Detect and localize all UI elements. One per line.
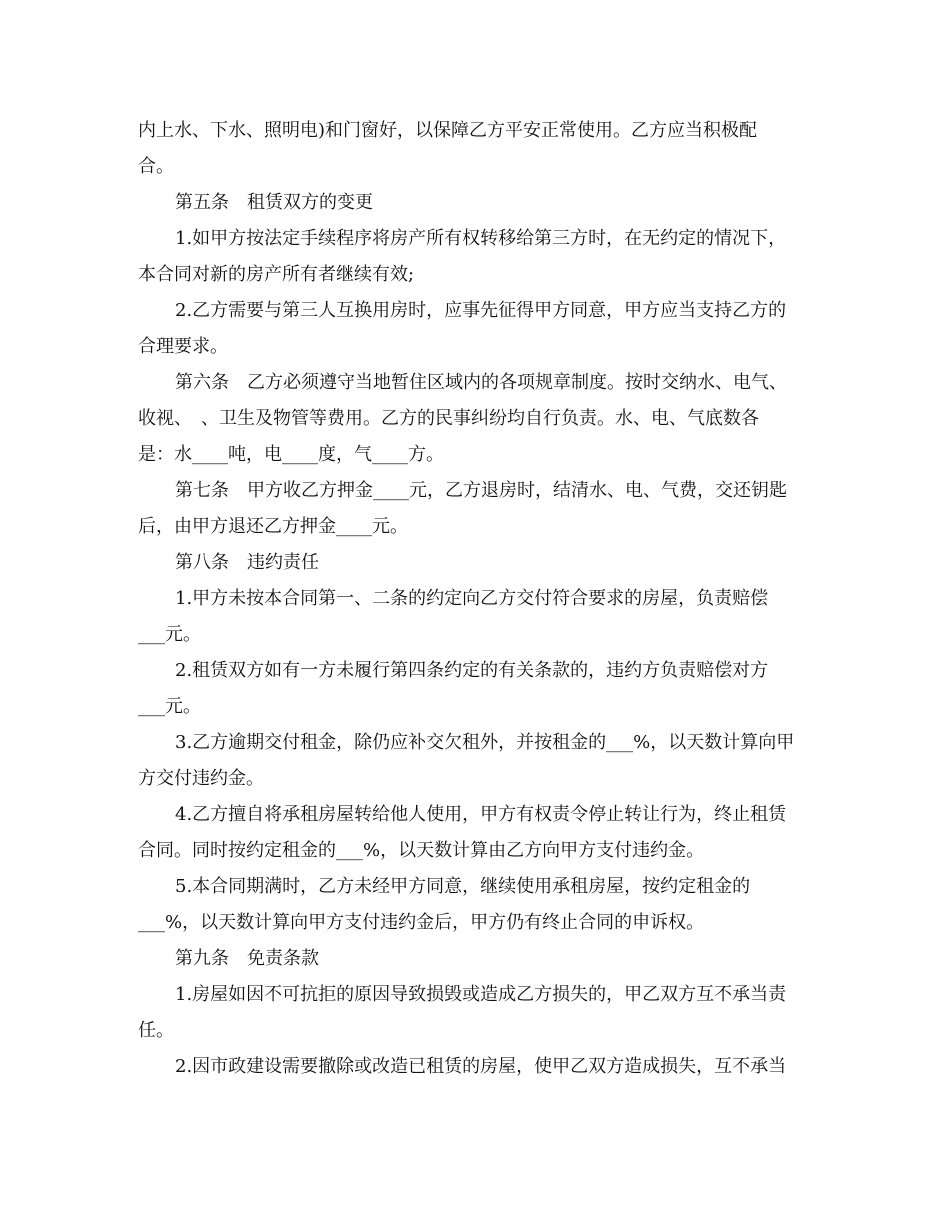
article-6-heading: 第六条 乙方必须遵守当地暂住区域内的各项规章制度。按时交纳水、电气、 [175, 372, 787, 393]
text-line: 合理要求。 [138, 336, 228, 357]
text-line: 后，由甲方退还乙方押金____元。 [138, 516, 408, 537]
text-line: 3.乙方逾期交付租金，除仍应补交欠租外，并按租金的___%，以天数计算向甲 [175, 732, 795, 753]
text-line: 是：水____吨，电____度，气____方。 [138, 444, 444, 465]
text-line: 1.房屋如因不可抗拒的原因导致损毁或造成乙方损失的，甲乙双方互不承当责 [175, 984, 787, 1005]
text-line: 方交付违约金。 [138, 768, 264, 789]
text-line: ___元。 [138, 624, 201, 645]
text-line: 内上水、下水、照明电)和门窗好，以保障乙方平安正常使用。乙方应当积极配 [138, 120, 758, 141]
text-line: 合。 [138, 156, 174, 177]
text-line: 4.乙方擅自将承租房屋转给他人使用，甲方有权责令停止转让行为，终止租赁 [175, 804, 787, 825]
text-line: 5.本合同期满时，乙方未经甲方同意，继续使用承租房屋，按约定租金的 [175, 876, 751, 897]
text-line: 2.乙方需要与第三人互换用房时，应事先征得甲方同意，甲方应当支持乙方的 [175, 300, 787, 321]
text-line: 2.租赁双方如有一方未履行第四条约定的有关条款的，违约方负责赔偿对方 [175, 660, 769, 681]
text-line: 收视、 、卫生及物管等费用。乙方的民事纠纷均自行负责。水、电、气底数各 [138, 408, 759, 429]
text-line: ___元。 [138, 696, 201, 717]
text-line: 本合同对新的房产所有者继续有效; [138, 264, 415, 285]
text-line: 任。 [138, 1020, 174, 1041]
article-5-heading: 第五条 租赁双方的变更 [175, 192, 373, 213]
text-line: ___%，以天数计算向甲方支付违约金后，甲方仍有终止合同的申诉权。 [138, 912, 705, 933]
article-8-heading: 第八条 违约责任 [175, 552, 319, 573]
text-line: 合同。同时按约定租金的___%，以天数计算由乙方向甲方支付违约金。 [138, 840, 705, 861]
article-9-heading: 第九条 免责条款 [175, 948, 319, 969]
text-line: 1.如甲方按法定手续程序将房产所有权转移给第三方时，在无约定的情况下， [175, 228, 787, 249]
text-line: 1.甲方未按本合同第一、二条的约定向乙方交付符合要求的房屋，负责赔偿 [175, 588, 769, 609]
article-7-heading: 第七条 甲方收乙方押金____元，乙方退房时，结清水、电、气费，交还钥匙 [175, 480, 787, 501]
document-body [138, 113, 818, 1085]
text-line: 2.因市政建设需要撤除或改造已租赁的房屋，使甲乙双方造成损失，互不承当 [175, 1056, 787, 1077]
